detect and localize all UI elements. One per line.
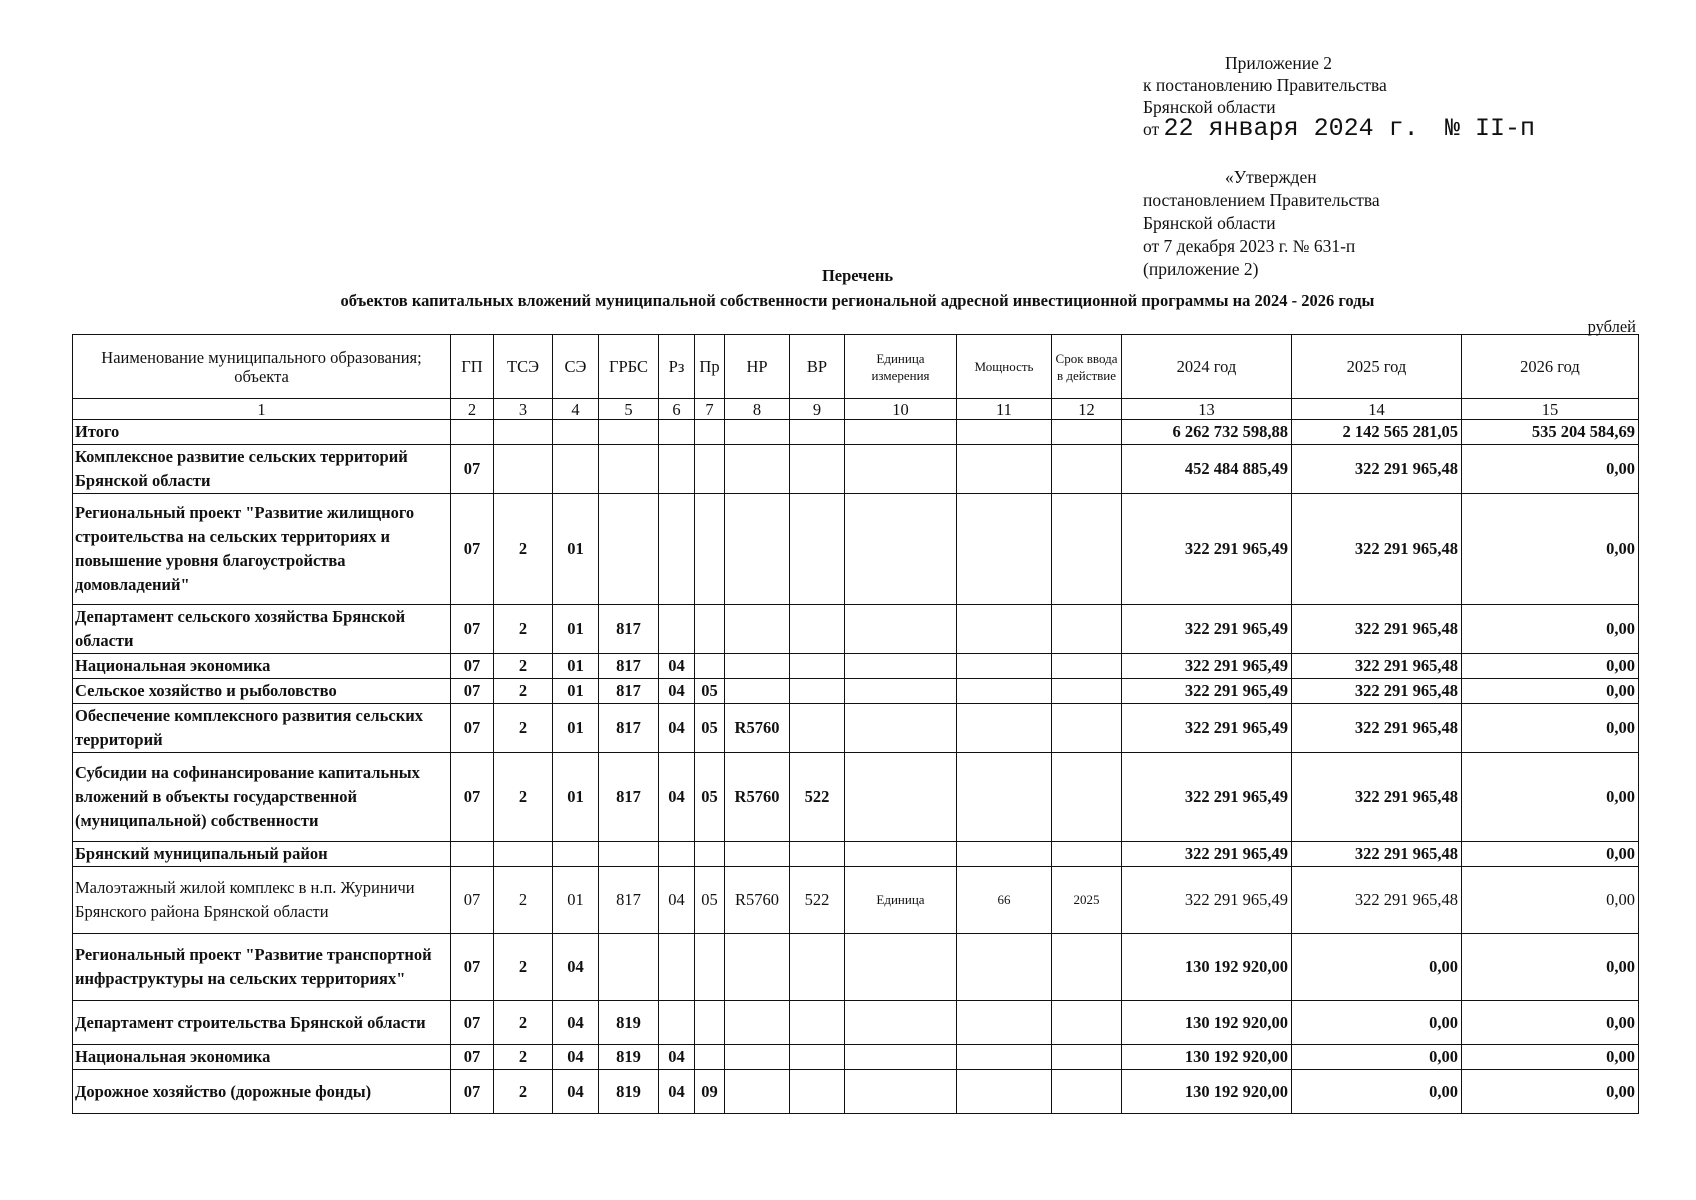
cell-pr — [695, 842, 725, 867]
cell-unit — [845, 842, 957, 867]
cell-y2026: 0,00 — [1462, 1045, 1639, 1070]
cell-vr: 522 — [790, 867, 845, 934]
cell-y2026: 0,00 — [1462, 605, 1639, 654]
cell-vr — [790, 704, 845, 753]
cell-deadline — [1052, 704, 1122, 753]
cell-vr — [790, 654, 845, 679]
cell-capacity — [957, 420, 1052, 445]
cell-gp: 07 — [451, 1045, 494, 1070]
cell-pr — [695, 1045, 725, 1070]
cell-capacity — [957, 753, 1052, 842]
cell-pr — [695, 494, 725, 605]
cell-name: Департамент сельского хозяйства Брянской области — [73, 605, 451, 654]
cell-vr — [790, 420, 845, 445]
cell-name: Субсидии на софинансирование капитальных вложений в объекты государственной (муниципальной) собственности — [73, 753, 451, 842]
cell-grbs — [599, 842, 659, 867]
column-number: 10 — [845, 399, 957, 420]
cell-y2026: 0,00 — [1462, 1001, 1639, 1045]
cell-tse — [494, 420, 553, 445]
cell-deadline — [1052, 934, 1122, 1001]
cell-gp: 07 — [451, 1070, 494, 1114]
cell-y2026: 0,00 — [1462, 867, 1639, 934]
cell-deadline — [1052, 679, 1122, 704]
cell-vr — [790, 1045, 845, 1070]
cell-name: Региональный проект "Развитие жилищного строительства на сельских территориях и повышение уровня благоустройства домовладений" — [73, 494, 451, 605]
column-number: 8 — [725, 399, 790, 420]
cell-deadline — [1052, 1045, 1122, 1070]
cell-rz: 04 — [659, 867, 695, 934]
cell-y2026: 0,00 — [1462, 1070, 1639, 1114]
cell-tse: 2 — [494, 654, 553, 679]
currency-unit: рублей — [1587, 317, 1636, 336]
header-se: СЭ — [553, 335, 599, 399]
cell-gp: 07 — [451, 679, 494, 704]
cell-capacity — [957, 704, 1052, 753]
cell-tse — [494, 842, 553, 867]
cell-vr — [790, 1001, 845, 1045]
cell-y2026: 0,00 — [1462, 842, 1639, 867]
cell-y2024: 130 192 920,00 — [1122, 1070, 1292, 1114]
cell-nr — [725, 494, 790, 605]
table-header-row — [73, 335, 1639, 399]
cell-se: 01 — [553, 654, 599, 679]
column-number: 14 — [1292, 399, 1462, 420]
cell-y2025: 322 291 965,48 — [1292, 842, 1462, 867]
cell-y2025: 322 291 965,48 — [1292, 753, 1462, 842]
cell-vr — [790, 445, 845, 494]
approved-line-5: (приложение 2) — [1143, 259, 1259, 279]
table-row — [73, 867, 1639, 934]
cell-y2025: 2 142 565 281,05 — [1292, 420, 1462, 445]
cell-deadline: 2025 — [1052, 867, 1122, 934]
cell-gp — [451, 842, 494, 867]
cell-nr — [725, 1001, 790, 1045]
cell-tse: 2 — [494, 704, 553, 753]
cell-gp: 07 — [451, 704, 494, 753]
cell-grbs — [599, 494, 659, 605]
cell-y2024: 130 192 920,00 — [1122, 1001, 1292, 1045]
cell-grbs: 817 — [599, 605, 659, 654]
cell-grbs: 819 — [599, 1001, 659, 1045]
cell-name: Национальная экономика — [73, 1045, 451, 1070]
cell-name: Национальная экономика — [73, 654, 451, 679]
date-prefix: от — [1143, 119, 1160, 139]
cell-tse: 2 — [494, 1070, 553, 1114]
table-row — [73, 753, 1639, 842]
cell-capacity — [957, 1045, 1052, 1070]
cell-se: 04 — [553, 934, 599, 1001]
cell-y2024: 322 291 965,49 — [1122, 654, 1292, 679]
cell-y2025: 322 291 965,48 — [1292, 654, 1462, 679]
cell-tse: 2 — [494, 494, 553, 605]
header-2025: 2025 год — [1292, 335, 1462, 399]
approved-block — [1143, 166, 1380, 281]
cell-capacity — [957, 1001, 1052, 1045]
cell-grbs: 819 — [599, 1045, 659, 1070]
decree-number: № II-п — [1444, 114, 1535, 143]
cell-pr — [695, 1001, 725, 1045]
cell-se: 01 — [553, 679, 599, 704]
cell-y2024: 130 192 920,00 — [1122, 934, 1292, 1001]
cell-rz — [659, 842, 695, 867]
cell-grbs — [599, 445, 659, 494]
cell-gp: 07 — [451, 654, 494, 679]
cell-name: Дорожное хозяйство (дорожные фонды) — [73, 1070, 451, 1114]
approved-line-3: Брянской области — [1143, 213, 1276, 233]
cell-tse: 2 — [494, 1045, 553, 1070]
cell-nr — [725, 654, 790, 679]
investment-table — [72, 334, 1639, 1114]
cell-name: Сельское хозяйство и рыболовство — [73, 679, 451, 704]
column-number: 15 — [1462, 399, 1639, 420]
column-number: 11 — [957, 399, 1052, 420]
cell-grbs: 817 — [599, 679, 659, 704]
cell-deadline — [1052, 605, 1122, 654]
column-number: 5 — [599, 399, 659, 420]
cell-pr — [695, 934, 725, 1001]
table-row — [73, 679, 1639, 704]
cell-name: Итого — [73, 420, 451, 445]
cell-y2025: 322 291 965,48 — [1292, 867, 1462, 934]
cell-vr — [790, 1070, 845, 1114]
document-title: Перечень — [821, 266, 894, 285]
appendix-title: Приложение 2 — [1225, 53, 1333, 73]
cell-capacity — [957, 842, 1052, 867]
table-row — [73, 605, 1639, 654]
cell-pr: 09 — [695, 1070, 725, 1114]
cell-unit — [845, 1001, 957, 1045]
cell-y2025: 322 291 965,48 — [1292, 605, 1462, 654]
cell-y2026: 0,00 — [1462, 445, 1639, 494]
header-name: Наименование муниципального образования; объекта — [73, 335, 451, 399]
cell-pr: 05 — [695, 704, 725, 753]
header-deadline: Срок ввода в действие — [1052, 335, 1122, 399]
cell-capacity — [957, 605, 1052, 654]
cell-y2024: 6 262 732 598,88 — [1122, 420, 1292, 445]
cell-se — [553, 445, 599, 494]
cell-deadline — [1052, 753, 1122, 842]
cell-se: 04 — [553, 1001, 599, 1045]
cell-pr: 05 — [695, 867, 725, 934]
cell-grbs — [599, 420, 659, 445]
cell-y2025: 0,00 — [1292, 1045, 1462, 1070]
cell-y2025: 0,00 — [1292, 934, 1462, 1001]
cell-name: Региональный проект "Развитие транспортной инфраструктуры на сельских территориях" — [73, 934, 451, 1001]
cell-y2024: 322 291 965,49 — [1122, 753, 1292, 842]
cell-name: Комплексное развитие сельских территорий Брянской области — [73, 445, 451, 494]
cell-y2026: 0,00 — [1462, 494, 1639, 605]
cell-nr — [725, 1045, 790, 1070]
cell-se: 01 — [553, 753, 599, 842]
cell-y2026: 0,00 — [1462, 654, 1639, 679]
cell-vr — [790, 934, 845, 1001]
cell-y2024: 322 291 965,49 — [1122, 867, 1292, 934]
cell-se — [553, 842, 599, 867]
cell-rz — [659, 494, 695, 605]
cell-y2026: 0,00 — [1462, 934, 1639, 1001]
cell-y2025: 322 291 965,48 — [1292, 494, 1462, 605]
column-number-row — [73, 399, 1639, 420]
document-subtitle: объектов капитальных вложений муниципальной собственности региональной адресной инвестиционной программы на 2024 - 2026 годы — [340, 291, 1375, 310]
cell-y2024: 130 192 920,00 — [1122, 1045, 1292, 1070]
approved-line-2: постановлением Правительства — [1143, 190, 1380, 210]
cell-capacity: 66 — [957, 867, 1052, 934]
cell-y2025: 322 291 965,48 — [1292, 445, 1462, 494]
approved-line-4: от 7 декабря 2023 г. № 631-п — [1143, 236, 1356, 256]
cell-capacity — [957, 934, 1052, 1001]
table-row — [73, 842, 1639, 867]
cell-deadline — [1052, 420, 1122, 445]
cell-y2024: 322 291 965,49 — [1122, 679, 1292, 704]
cell-unit — [845, 934, 957, 1001]
cell-unit — [845, 494, 957, 605]
cell-y2024: 322 291 965,49 — [1122, 704, 1292, 753]
cell-grbs — [599, 934, 659, 1001]
cell-gp: 07 — [451, 867, 494, 934]
table-row — [73, 1070, 1639, 1114]
decree-date: 22 января 2024 г. — [1163, 114, 1419, 143]
cell-grbs: 817 — [599, 704, 659, 753]
column-number: 9 — [790, 399, 845, 420]
cell-se: 04 — [553, 1045, 599, 1070]
header-nr: НР — [725, 335, 790, 399]
column-number: 12 — [1052, 399, 1122, 420]
table-row — [73, 704, 1639, 753]
cell-nr — [725, 934, 790, 1001]
cell-tse: 2 — [494, 753, 553, 842]
cell-rz — [659, 605, 695, 654]
cell-nr: R5760 — [725, 867, 790, 934]
cell-y2025: 322 291 965,48 — [1292, 679, 1462, 704]
cell-grbs: 817 — [599, 654, 659, 679]
cell-pr — [695, 445, 725, 494]
cell-tse: 2 — [494, 934, 553, 1001]
cell-name: Брянский муниципальный район — [73, 842, 451, 867]
table-row — [73, 1045, 1639, 1070]
cell-deadline — [1052, 654, 1122, 679]
cell-unit — [845, 704, 957, 753]
cell-y2024: 322 291 965,49 — [1122, 605, 1292, 654]
cell-capacity — [957, 494, 1052, 605]
cell-deadline — [1052, 1001, 1122, 1045]
cell-y2025: 322 291 965,48 — [1292, 704, 1462, 753]
table-row — [73, 1001, 1639, 1045]
table-row — [73, 445, 1639, 494]
appendix-block — [1143, 52, 1535, 143]
cell-capacity — [957, 1070, 1052, 1114]
cell-pr: 05 — [695, 679, 725, 704]
cell-nr — [725, 1070, 790, 1114]
cell-y2024: 322 291 965,49 — [1122, 494, 1292, 605]
cell-y2024: 322 291 965,49 — [1122, 842, 1292, 867]
cell-gp — [451, 420, 494, 445]
cell-vr — [790, 605, 845, 654]
cell-rz: 04 — [659, 1070, 695, 1114]
cell-vr — [790, 494, 845, 605]
cell-unit — [845, 1045, 957, 1070]
cell-se — [553, 420, 599, 445]
column-number: 2 — [451, 399, 494, 420]
cell-nr: R5760 — [725, 704, 790, 753]
cell-name: Малоэтажный жилой комплекс в н.п. Журиничи Брянского района Брянской области — [73, 867, 451, 934]
cell-nr — [725, 605, 790, 654]
cell-rz: 04 — [659, 679, 695, 704]
cell-pr — [695, 420, 725, 445]
cell-capacity — [957, 654, 1052, 679]
table-row — [73, 654, 1639, 679]
cell-deadline — [1052, 494, 1122, 605]
cell-nr — [725, 445, 790, 494]
cell-rz: 04 — [659, 704, 695, 753]
header-grbs: ГРБС — [599, 335, 659, 399]
cell-vr: 522 — [790, 753, 845, 842]
cell-rz: 04 — [659, 753, 695, 842]
cell-se: 01 — [553, 867, 599, 934]
cell-gp: 07 — [451, 605, 494, 654]
cell-name: Департамент строительства Брянской области — [73, 1001, 451, 1045]
cell-y2026: 0,00 — [1462, 704, 1639, 753]
cell-deadline — [1052, 1070, 1122, 1114]
cell-unit — [845, 654, 957, 679]
cell-nr — [725, 842, 790, 867]
appendix-line-2: к постановлению Правительства — [1143, 75, 1387, 95]
cell-nr — [725, 420, 790, 445]
column-number: 13 — [1122, 399, 1292, 420]
cell-name: Обеспечение комплексного развития сельских территорий — [73, 704, 451, 753]
cell-capacity — [957, 679, 1052, 704]
cell-capacity — [957, 445, 1052, 494]
cell-se: 04 — [553, 1070, 599, 1114]
cell-tse: 2 — [494, 1001, 553, 1045]
cell-deadline — [1052, 842, 1122, 867]
approved-line-1: «Утвержден — [1225, 167, 1317, 187]
cell-pr — [695, 654, 725, 679]
cell-grbs: 817 — [599, 867, 659, 934]
cell-tse: 2 — [494, 867, 553, 934]
cell-grbs: 817 — [599, 753, 659, 842]
cell-rz — [659, 1001, 695, 1045]
cell-y2026: 535 204 584,69 — [1462, 420, 1639, 445]
cell-unit — [845, 445, 957, 494]
cell-rz — [659, 934, 695, 1001]
cell-nr: R5760 — [725, 753, 790, 842]
cell-y2025: 0,00 — [1292, 1070, 1462, 1114]
table-row — [73, 934, 1639, 1001]
header-capacity: Мощность — [957, 335, 1052, 399]
header-unit: Единица измерения — [845, 335, 957, 399]
cell-unit — [845, 420, 957, 445]
cell-gp: 07 — [451, 494, 494, 605]
cell-se: 01 — [553, 704, 599, 753]
table-row — [73, 420, 1639, 445]
cell-y2026: 0,00 — [1462, 753, 1639, 842]
cell-gp: 07 — [451, 934, 494, 1001]
column-number: 6 — [659, 399, 695, 420]
cell-se: 01 — [553, 605, 599, 654]
cell-unit: Единица — [845, 867, 957, 934]
appendix-date-line — [1143, 114, 1535, 143]
cell-unit — [845, 679, 957, 704]
cell-rz — [659, 445, 695, 494]
header-2024: 2024 год — [1122, 335, 1292, 399]
cell-rz — [659, 420, 695, 445]
cell-gp: 07 — [451, 1001, 494, 1045]
column-number: 3 — [494, 399, 553, 420]
cell-gp: 07 — [451, 753, 494, 842]
cell-rz: 04 — [659, 1045, 695, 1070]
cell-deadline — [1052, 445, 1122, 494]
header-rz: Рз — [659, 335, 695, 399]
header-pr: Пр — [695, 335, 725, 399]
cell-unit — [845, 1070, 957, 1114]
cell-nr — [725, 679, 790, 704]
cell-unit — [845, 605, 957, 654]
table-body — [73, 420, 1639, 1114]
cell-grbs: 819 — [599, 1070, 659, 1114]
table-row — [73, 494, 1639, 605]
header-vr: ВР — [790, 335, 845, 399]
cell-vr — [790, 679, 845, 704]
column-number: 7 — [695, 399, 725, 420]
cell-y2025: 0,00 — [1292, 1001, 1462, 1045]
column-number: 1 — [73, 399, 451, 420]
cell-unit — [845, 753, 957, 842]
column-number: 4 — [553, 399, 599, 420]
cell-tse — [494, 445, 553, 494]
cell-vr — [790, 842, 845, 867]
cell-pr: 05 — [695, 753, 725, 842]
cell-pr — [695, 605, 725, 654]
cell-gp: 07 — [451, 445, 494, 494]
cell-rz: 04 — [659, 654, 695, 679]
header-2026: 2026 год — [1462, 335, 1639, 399]
header-gp: ГП — [451, 335, 494, 399]
cell-y2024: 452 484 885,49 — [1122, 445, 1292, 494]
cell-tse: 2 — [494, 679, 553, 704]
cell-tse: 2 — [494, 605, 553, 654]
cell-y2026: 0,00 — [1462, 679, 1639, 704]
cell-se: 01 — [553, 494, 599, 605]
appendix-line-3: Брянской области — [1143, 97, 1276, 117]
header-tse: ТСЭ — [494, 335, 553, 399]
